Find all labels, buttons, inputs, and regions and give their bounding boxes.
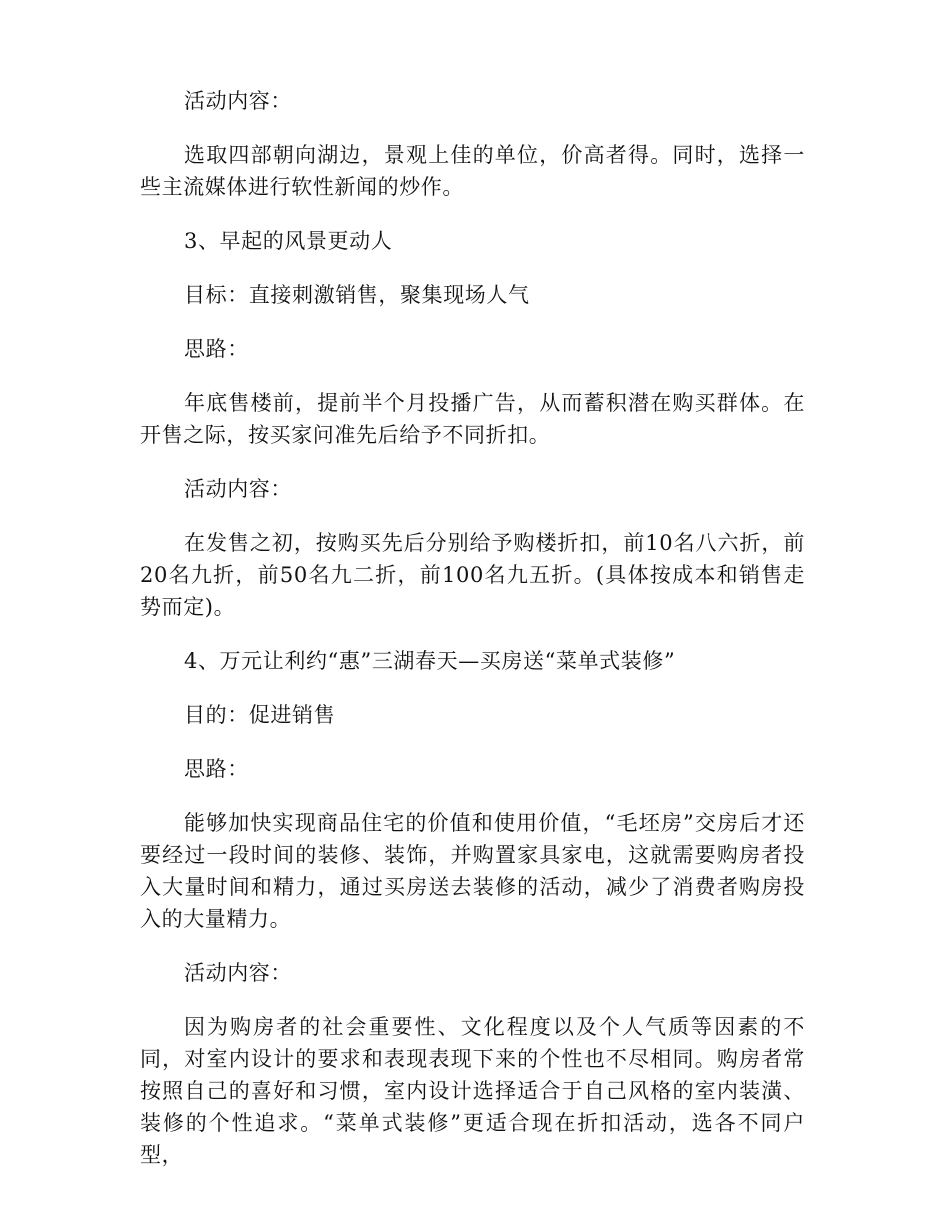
paragraph-activity-content-text: 因为购房者的社会重要性、文化程度以及个人气质等因素的不同，对室内设计的要求和表现表现下来的个性也不尽相同。购房者常按照自己的喜好和习惯，室内设计选择适合于自己风格的室内装潢、装修的个性追求。“菜单式装修”更适合现在折扣活动，选各不同户型， (140, 1015, 805, 1167)
paragraph-activity-content-text: 选取四部朝向湖边，景观上佳的单位，价高者得。同时，选择一些主流媒体进行软性新闻的炒作。 (140, 143, 805, 199)
paragraph-purpose: 目的：促进销售 (184, 703, 336, 727)
document-body (140, 85, 805, 1193)
section-heading-4: 4、万元让利约“惠”三湖春天—买房送“菜单式装修” (184, 649, 676, 673)
paragraph-activity-content-text: 在发售之初，按购买先后分别给予购楼折扣，前10名八六折，前20名九折，前50名九二折，前100名九五折。(具体按成本和销售走势而定)。 (140, 531, 805, 619)
section-heading-3: 3、早起的风景更动人 (184, 229, 393, 253)
paragraph-idea-text: 年底售楼前，提前半个月投播广告，从而蓄积潜在购买群体。在开售之际，按买家问准先后给予不同折扣。 (140, 391, 805, 447)
paragraph-activity-content-label: 活动内容： (184, 477, 292, 501)
paragraph-idea-label: 思路： (184, 757, 249, 781)
paragraph-goal: 目标：直接刺激销售，聚集现场人气 (184, 283, 530, 307)
paragraph-idea-label: 思路： (184, 337, 249, 361)
paragraph-idea-text: 能够加快实现商品住宅的价值和使用价值，“毛坯房”交房后才还要经过一段时间的装修、装饰，并购置家具家电，这就需要购房者投入大量时间和精力，通过买房送去装修的活动，减少了消费者购房投入的大量精力。 (140, 811, 805, 931)
paragraph-activity-content-label: 活动内容： (184, 89, 292, 113)
paragraph-activity-content-label: 活动内容： (184, 961, 292, 985)
